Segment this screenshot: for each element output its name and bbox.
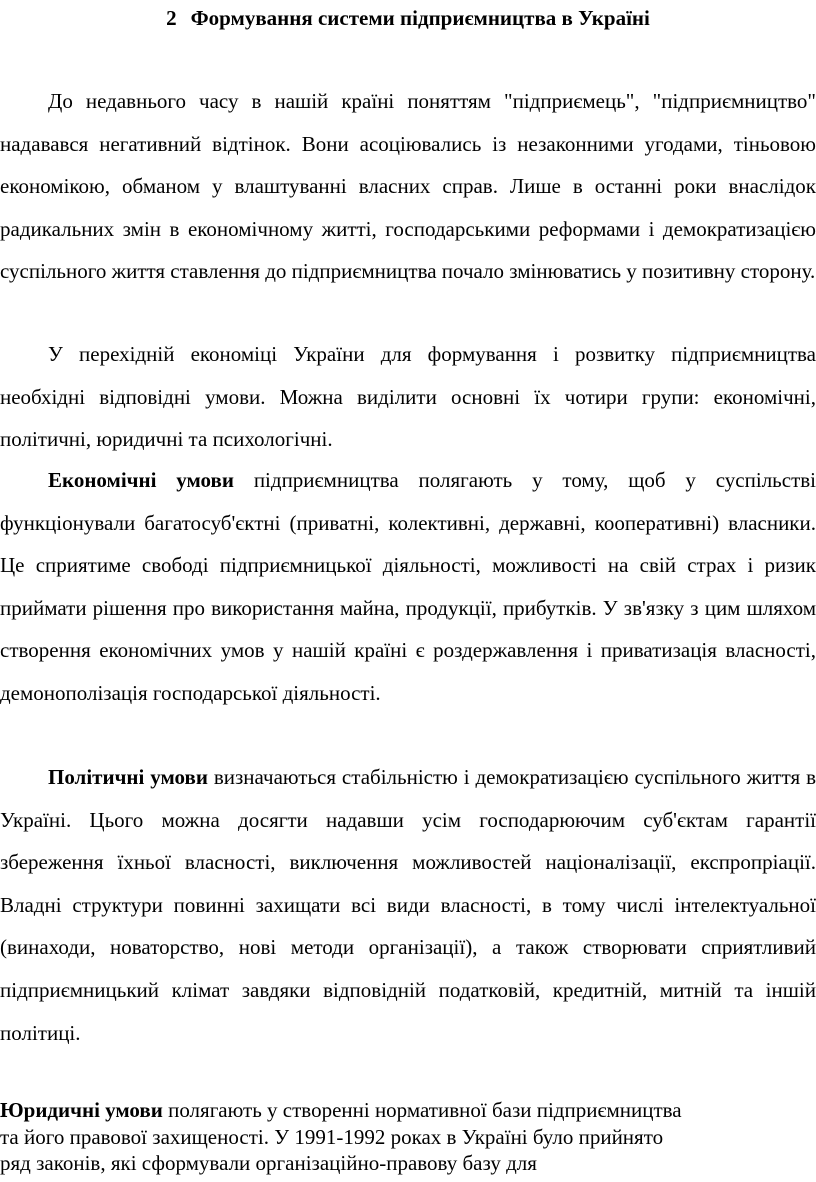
economic-conditions-term: Економічні умови [48,468,234,492]
paragraph-text [0,756,816,1054]
paragraph-political-conditions [0,756,816,1054]
paragraph-legal-conditions [0,1097,816,1177]
legal-line-2: та його правової захищеності. У 1991-1992 роках в Україні було прийнято [0,1124,664,1149]
legal-conditions-text: полягають у створенні нормативної бази підприємництва [162,1098,682,1122]
paragraph-conditions [0,333,816,461]
legal-line-1 [0,1097,816,1124]
paragraph-text: До недавнього часу в нашій країні поняттям "підприємець", "підприємництво" надавався негативний відтінок. Вони асоціювались із незаконними угодами, тіньовою економікою, обманом у влаштуванні власних справ. Лише в останні роки внаслідок радикальних змін в економічному житті, господарськими реформами і демократизацією суспільного життя ставлення до підприємництва почало змінюватись у позитивну сторону. [0,89,816,284]
economic-conditions-text: підприємництва полягають у тому, щоб у суспільстві функціонували багатосуб'єктні (приватні, колективні, державні, кооперативні) власники. Це сприятиме свободі підприємницької діяльності, можливості на свій страх і ризик приймати рішення про використання майна, продукції, прибутків. У зв'язку з цим шляхом створення економічних умов у нашій країні є роздержавлення і приватизація власності, демонополізація господарської діяльності. [0,468,816,705]
paragraph-economic-conditions [0,459,816,715]
section-title: Формування системи підприємництва в Україні [190,6,650,30]
section-heading [0,4,816,32]
paragraph-text [0,459,816,715]
political-conditions-text: визначаються стабільністю і демократизацією суспільного життя в Україні. Цього можна досягти надавши усім господарюючим суб'єктам гарантії збереження їхньої власності, виключення можливостей націоналізації, експропріації. Владні структури повинні захищати всі види власності, в тому числі інтелектуальної (винаходи, новаторство, нові методи організації), а також створювати сприятливий підприємницький клімат завдяки відповідній податковій, кредитній, митній та іншій політиці. [0,765,816,1045]
section-number: 2 [166,6,177,30]
paragraph-intro [0,80,816,293]
paragraph-text: У перехідній економіці України для формування і розвитку підприємництва необхідні відповідні умови. Можна виділити основні їх чотири групи: економічні, політичні, юридичні та психологічні. [0,342,816,452]
legal-line-3: ряд законів, які сформували організаційно-правову базу для [0,1151,537,1175]
legal-conditions-term: Юридичні умови [0,1098,163,1122]
political-conditions-term: Політичні умови [48,765,208,789]
